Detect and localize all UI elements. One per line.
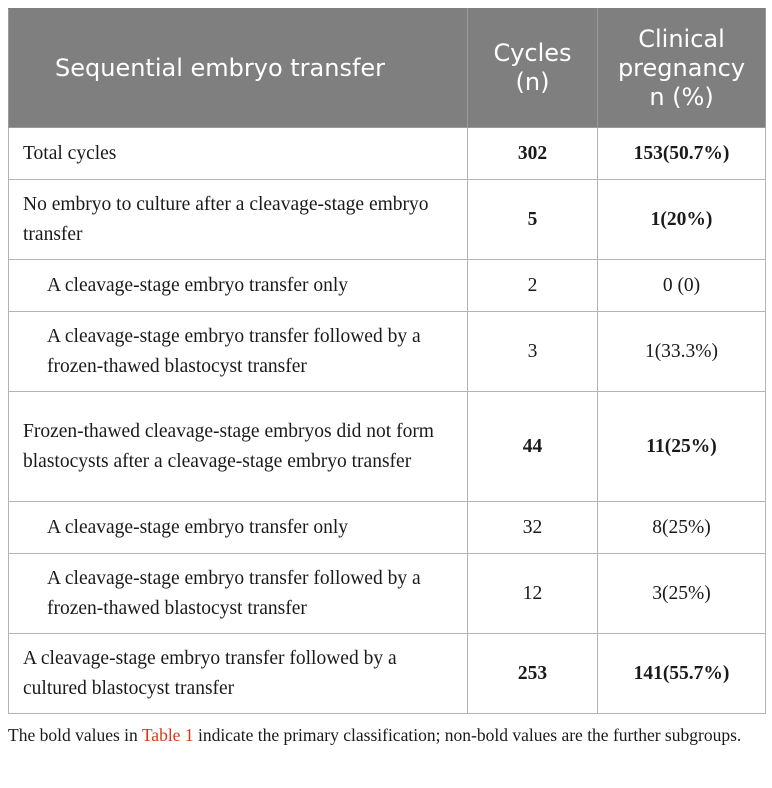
row-label: A cleavage-stage embryo transfer followed by a frozen-thawed blastocyst transfer <box>9 312 468 392</box>
row-pregnancy: 0 (0) <box>598 260 766 312</box>
table-1-link[interactable]: Table 1 <box>141 725 194 745</box>
row-label: Total cycles <box>9 128 468 180</box>
row-pregnancy: 11(25%) <box>598 392 766 502</box>
row-pregnancy: 141(55.7%) <box>598 634 766 714</box>
row-cycles: 253 <box>468 634 598 714</box>
row-label: A cleavage-stage embryo transfer only <box>9 502 468 554</box>
header-label: Sequential embryo transfer <box>55 53 386 82</box>
header-label: n (%) <box>649 82 714 111</box>
table-header-row <box>9 9 766 128</box>
table-row <box>9 634 766 714</box>
table-row <box>9 392 766 502</box>
header-cycles <box>468 9 598 128</box>
header-label: Cycles <box>493 39 572 67</box>
row-cycles: 302 <box>468 128 598 180</box>
row-pregnancy: 153(50.7%) <box>598 128 766 180</box>
sequential-transfer-table <box>8 8 766 714</box>
header-label: Clinical <box>638 24 725 53</box>
row-cycles: 2 <box>468 260 598 312</box>
row-cycles: 12 <box>468 554 598 634</box>
table-row <box>9 502 766 554</box>
row-cycles: 5 <box>468 180 598 260</box>
header-sequential-embryo-transfer <box>9 9 468 128</box>
footnote-text-before: The bold values in <box>8 725 142 745</box>
table-row <box>9 260 766 312</box>
row-label: A cleavage-stage embryo transfer only <box>9 260 468 312</box>
table-container <box>8 8 765 749</box>
table-row <box>9 554 766 634</box>
header-clinical-pregnancy <box>598 9 766 128</box>
table-row <box>9 128 766 180</box>
table-row <box>9 180 766 260</box>
row-label: No embryo to culture after a cleavage-stage embryo transfer <box>9 180 468 260</box>
table-row <box>9 312 766 392</box>
header-label: pregnancy <box>617 53 746 82</box>
row-pregnancy: 8(25%) <box>598 502 766 554</box>
row-cycles: 44 <box>468 392 598 502</box>
row-pregnancy: 1(33.3%) <box>598 312 766 392</box>
row-pregnancy: 1(20%) <box>598 180 766 260</box>
header-label: (n) <box>515 68 550 96</box>
row-label: Frozen-thawed cleavage-stage embryos did not form blastocysts after a cleavage-stage embryo transfer <box>9 392 468 502</box>
table-footnote <box>8 721 765 749</box>
row-label: A cleavage-stage embryo transfer followed by a frozen-thawed blastocyst transfer <box>9 554 468 634</box>
row-pregnancy: 3(25%) <box>598 554 766 634</box>
row-label: A cleavage-stage embryo transfer followed by a cultured blastocyst transfer <box>9 634 468 714</box>
row-cycles: 3 <box>468 312 598 392</box>
row-cycles: 32 <box>468 502 598 554</box>
footnote-text-after: indicate the primary classification; non-bold values are the further subgroups. <box>193 725 742 745</box>
